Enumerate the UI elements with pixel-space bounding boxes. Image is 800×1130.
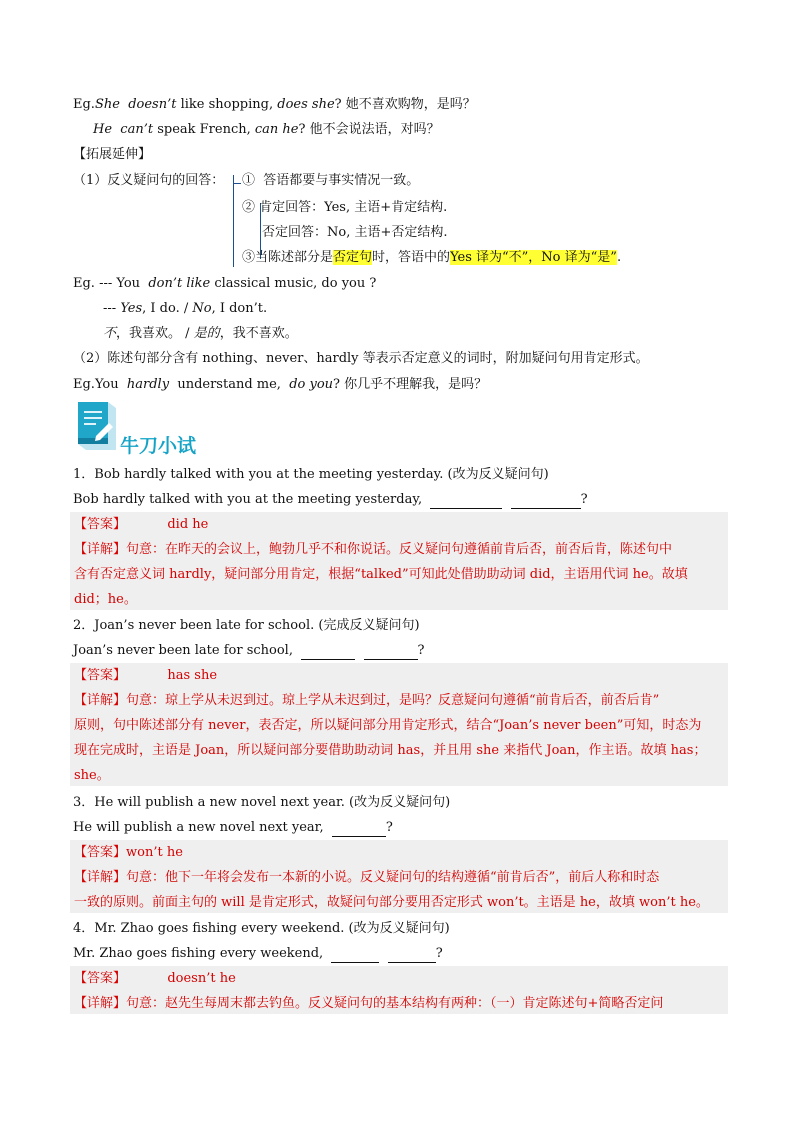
answer-box-1: [70, 512, 728, 610]
answer-rule-label: （1）反义疑问句的回答：: [73, 173, 225, 188]
detail-1-line-2: 含有否定意义词 hardly，疑问部分用肯定，根据“talked”可知此处借助助动词 did，主语用代词 he。故填: [74, 567, 688, 582]
rule-2a: ② 肯定回答：Yes, 主语+肯定结构.: [242, 200, 448, 215]
example-line-2: He can’t speak French, can he? 他不会说法语，对吗？: [93, 122, 440, 137]
rule-3: ③当陈述部分是否定句时，答语中的Yes 译为“不”，No 译为“是”.: [242, 250, 622, 265]
answer-box-3: [70, 840, 728, 913]
example-answer: --- Yes, I do. / No, I don’t.: [103, 301, 268, 316]
example-translation: 不，我喜欢。 / 是的，我不喜欢。: [103, 326, 298, 341]
question-2-stem: Joan’s never been late for school, ?: [73, 643, 425, 658]
answer-4: 【答案】 doesn’t he: [74, 971, 236, 986]
detail-2-line-2: 原则，句中陈述部分有 never，表否定，所以疑问部分用肯定形式，结合“Joan’s never been”可知，时态为: [74, 718, 702, 733]
question-2: 2．Joan’s never been late for school. (完成反义疑问句): [73, 618, 420, 633]
detail-4-line-1: 【详解】句意：赵先生每周末都去钓鱼。反义疑问句的基本结构有两种：（一）肯定陈述句+简略否定问: [74, 996, 664, 1011]
question-1: 1．Bob hardly talked with you at the meeting yesterday. (改为反义疑问句): [73, 467, 549, 482]
detail-1-line-1: 【详解】句意：在昨天的会议上，鲍勃几乎不和你说话。反义疑问句遵循前肯后否，前否后肯，陈述句中: [74, 542, 673, 557]
question-3-stem: He will publish a new novel next year, ?: [73, 820, 393, 835]
section-title: 牛刀小试: [120, 435, 197, 457]
rule-1: ① 答语都要与事实情况一致。: [242, 173, 420, 188]
rule-paragraph-2: （2）陈述句部分含有 nothing、never、hardly 等表示否定意义的词时，附加疑问句用肯定形式。: [73, 351, 649, 366]
answer-3: 【答案】won’t he: [74, 845, 183, 860]
question-1-stem: Bob hardly talked with you at the meeting yesterday, ?: [73, 492, 588, 507]
extension-heading: 【拓展延伸】: [73, 147, 152, 162]
example-line-4: Eg.You hardly understand me, do you? 你几乎不理解我，是吗？: [73, 377, 488, 392]
detail-2-line-4: she。: [74, 768, 110, 783]
answer-box-4: [70, 966, 728, 1014]
answer-1: 【答案】 did he: [74, 517, 209, 532]
detail-3-line-1: 【详解】句意：他下一年将会发布一本新的小说。反义疑问句的结构遵循“前肯后否”，前后人称和时态: [74, 870, 660, 885]
question-4-stem: Mr. Zhao goes fishing every weekend, ?: [73, 946, 443, 961]
answer-box-2: [70, 663, 728, 786]
question-4: 4．Mr. Zhao goes fishing every weekend. (改为反义疑问句): [73, 921, 450, 936]
detail-2-line-3: 现在完成时，主语是 Joan，所以疑问部分要借助助动词 has，并且用 she 来指代 Joan，作主语。故填 has；: [74, 743, 707, 758]
example-line-3: Eg. --- You don’t like classical music, do you ?: [73, 276, 377, 291]
rule-2b: 否定回答：No, 主语+否定结构.: [262, 225, 448, 240]
example-line-1: Eg.She doesn’t like shopping, does she? 她不喜欢购物，是吗？: [73, 97, 476, 112]
detail-3-line-2: 一致的原则。前面主句的 will 是肯定形式，故疑问句部分要用否定形式 won’t。主语是 he，故填 won’t he。: [74, 895, 709, 910]
detail-2-line-1: 【详解】句意：琼上学从未迟到过。琼上学从未迟到过，是吗？反意疑问句遵循“前肯后否，前否后肯”: [74, 693, 660, 708]
question-3: 3．He will publish a new novel next year. (改为反义疑问句): [73, 795, 451, 810]
notepad-icon: [78, 398, 116, 450]
detail-1-line-3: did；he。: [74, 592, 137, 607]
answer-2: 【答案】 has she: [74, 668, 218, 683]
